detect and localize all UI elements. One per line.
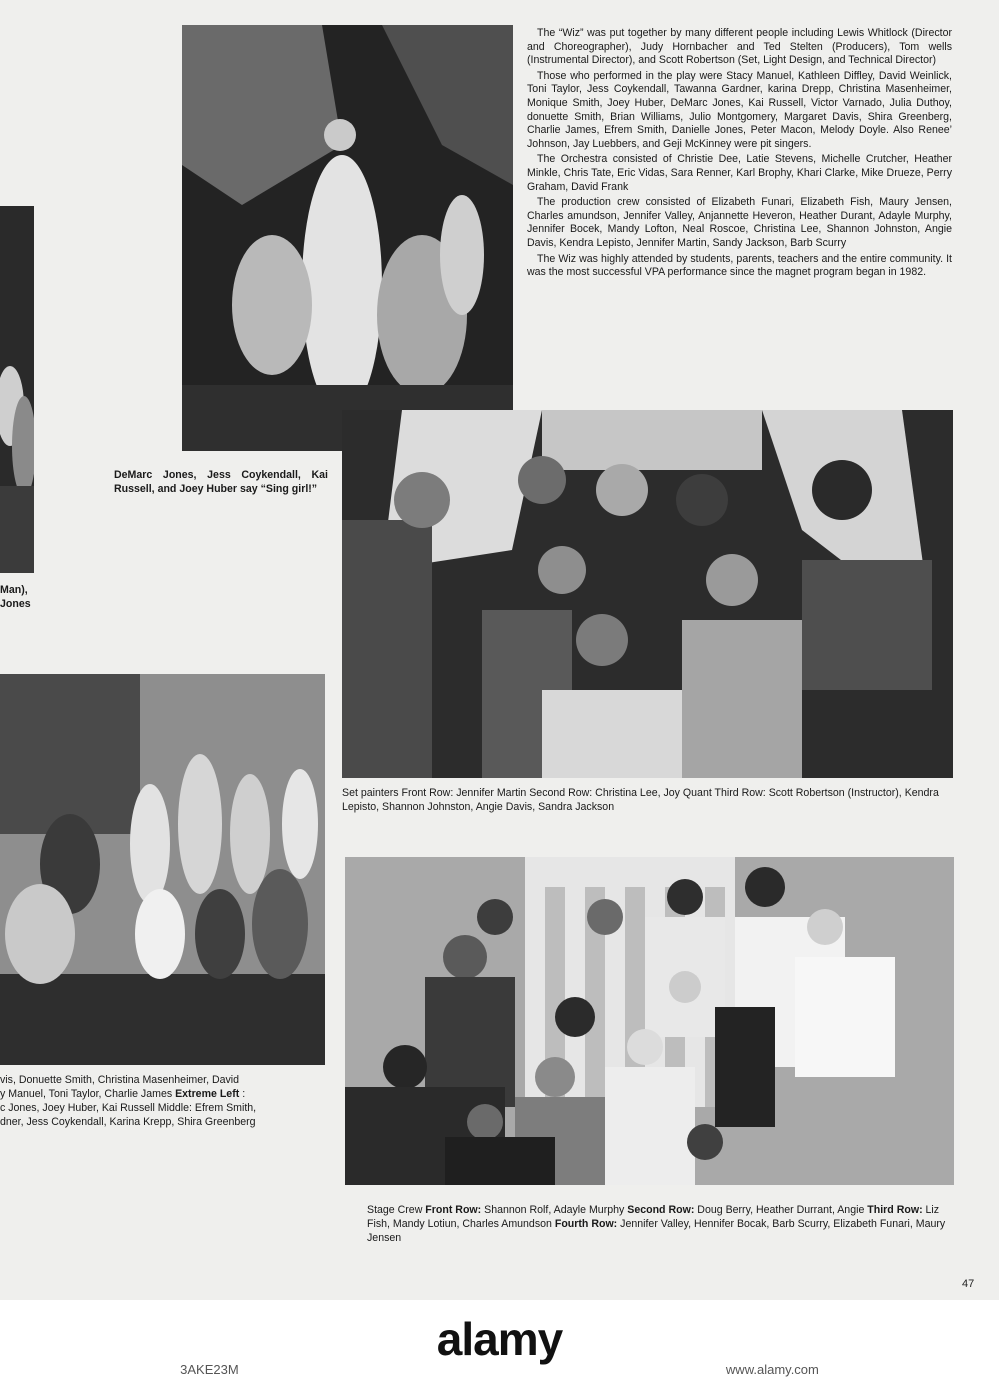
- left-fragment-line: Man),: [0, 584, 28, 596]
- left-fragment-line: Jones: [0, 598, 31, 610]
- cast-caption-line: [0, 1088, 245, 1100]
- article-paragraph: The Wiz was highly attended by students, parents, teachers and the entire community. It was the most successful VPA performance since the magnet program began in 1982.: [527, 252, 952, 279]
- article-paragraph: The “Wiz” was put together by many different people including Lewis Whitlock (Director and Choreographer), Judy Hornbacher and Ted Stelten (Producers), Tom wells (Instrumental Director), and Scott Robertson (Set, Light Design, and Technical Director): [527, 27, 952, 67]
- stage-crew-row-label: Fourth Row:: [554, 1218, 618, 1230]
- stock-logo: alamy: [436, 1313, 563, 1365]
- page-number: 47: [962, 1278, 975, 1290]
- stage-crew-caption: [367, 1203, 947, 1245]
- stage-crew-text: Shannon Rolf, Adayle Murphy: [481, 1204, 628, 1216]
- stage-crew-text: Doug Berry, Heather Durrant, Angie: [694, 1204, 868, 1216]
- cast-caption-line: c Jones, Joey Huber, Kai Russell Middle: Efrem Smith,: [0, 1102, 257, 1114]
- stock-url: www.alamy.com: [725, 1362, 819, 1377]
- stage-crew-row-label: Front Row:: [425, 1204, 482, 1216]
- set-painters-caption: Set painters Front Row: Jennifer Martin Second Row: Christina Lee, Joy Quant Third Row: Scott Robertson (Instructor), Kendra Lepisto, Shannon Johnston, Angie Davis, Sandra Jackson: [342, 787, 939, 813]
- set-painters-photo: [342, 410, 953, 778]
- sing-girl-caption: DeMarc Jones, Jess Coykendall, Kai Russell, and Joey Huber say “Sing girl!”: [114, 469, 328, 495]
- bleed-through-text: [30, 58, 44, 108]
- stage-crew-text: Stage Crew: [367, 1204, 426, 1216]
- cast-caption-line: dner, Jess Coykendall, Karina Krepp, Shira Greenberg: [0, 1116, 256, 1128]
- wiz-stage-photo: [182, 25, 513, 451]
- stock-image-id: [0, 1362, 999, 1377]
- stage-crew-row-label: Third Row:: [867, 1204, 923, 1216]
- cast-caption-text: y Manuel, Toni Taylor, Charlie James: [0, 1088, 176, 1100]
- stage-crew-row-label: Second Row:: [627, 1204, 695, 1216]
- cast-caption-bold: Extreme Left: [175, 1088, 240, 1100]
- left-edge-photo-top: [0, 206, 34, 573]
- stage-crew-photo: [345, 857, 954, 1185]
- cast-caption-fragment: [0, 1073, 325, 1129]
- cast-caption-text: :: [239, 1088, 246, 1100]
- stock-image-code: 3AKE23M: [180, 1362, 239, 1377]
- article-paragraph: Those who performed in the play were Stacy Manuel, Kathleen Diffley, David Weinlick, Toni Taylor, Jess Coykendall, Tawanna Gardner, karina Drepp, Christina Masenheimer, Monique Smith, Joey Huber, DeMarc Jones, Kai Russell, Victor Varnado, Julia Duthoy, donuette Smith, Brian Williams, Julio Montgomery, Margaret Davis, Shira Greenberg, Charlie James, Efrem Smith, Danielle Jones, Peter Macon, Melody Doyle. Also Renee’ Johnson, Jay Luebbers, and Geji McKinney were pit singers.: [527, 69, 952, 150]
- cast-group-photo: [0, 674, 325, 1065]
- article-paragraph: The production crew consisted of Elizabeth Funari, Elizabeth Fish, Maury Jensen, Charles amundson, Jennifer Valley, Anjannette Heveron, Heather Durant, Adayle Murphy, Jennifer Bocek, Mandy Lofton, Neal Roscoe, Christina Lee, Shannon Johnston, Angie Davis, Kendra Lepisto, Jennifer Martin, Sandy Jackson, Barb Scurry: [527, 196, 952, 249]
- stage-crew-text: Jennifer Valley, Hennifer Bocak, Barb Scurry, Elizabeth Funari, Maury Jensen: [367, 1218, 946, 1244]
- article-text: [527, 27, 952, 282]
- cast-caption-line: vis, Donuette Smith, Christina Masenheimer, David: [0, 1074, 240, 1086]
- stage-crew-text: Liz Fish, Mandy Lotiun, Charles Amundson: [367, 1204, 940, 1230]
- article-paragraph: The Orchestra consisted of Christie Dee, Latie Stevens, Michelle Crutcher, Heather Minkle, Chris Tate, Eric Vidas, Sara Renner, Karl Brophy, Khari Clarke, Mike Drueze, Perry Graham, David Frank: [527, 153, 952, 193]
- left-fragment-caption: [0, 583, 34, 611]
